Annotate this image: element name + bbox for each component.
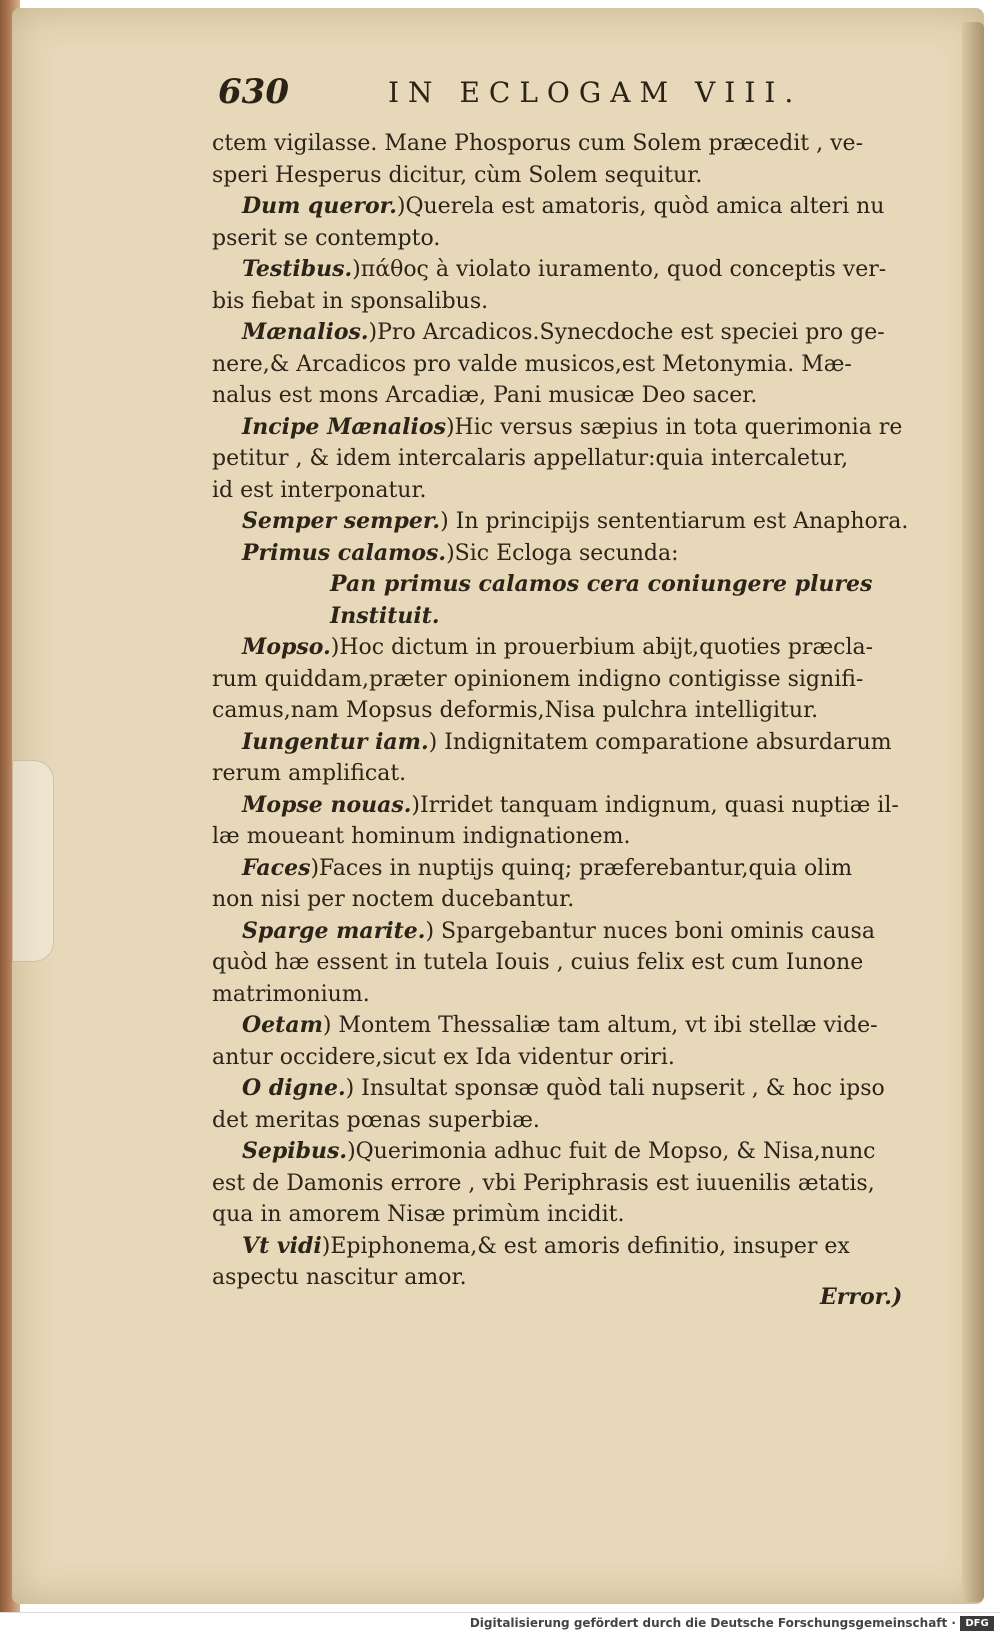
text-line [212,317,932,349]
line-text: )πάθος à violato iuramento, quod conceptis ver- [352,257,887,282]
text-line [212,695,932,727]
line-text: )Irridet tanquam indignum, quasi nuptiæ il- [411,792,899,818]
lemma: Dum queror. [242,193,397,219]
text-line [212,1073,932,1105]
text-line [212,1105,932,1137]
line-text: )Epiphonema,& est amoris definitio, insuper ex [321,1233,850,1259]
text-line [212,601,932,633]
dfg-logo: DFG [960,1616,994,1631]
text-line [212,947,932,979]
text-line [212,569,932,601]
line-text: det meritas pœnas superbiæ. [212,1107,540,1133]
page-number: 630 [218,72,289,112]
text-line [212,223,932,255]
line-text: )Sic Ecloga secunda: [446,540,679,566]
text-line [212,664,932,696]
lemma: Testibus. [242,256,353,282]
digitization-footer [0,1612,1000,1635]
text-line [212,380,932,412]
text-line [212,475,932,507]
text-line [212,254,932,286]
lemma: Vt vidi [242,1232,322,1259]
text-line [212,349,932,381]
text-line [212,979,932,1011]
line-text: antur occidere,sicut ex Ida videntur oriri. [212,1044,675,1070]
text-line [212,1231,932,1263]
line-text: )Hic versus sæpius in tota querimonia re [445,414,903,440]
line-text: non nisi per noctem ducebantur. [212,887,575,912]
line-text: est de Damonis errore , vbi Periphrasis est iuuenilis ætatis, [212,1170,875,1196]
line-text: nalus est mons Arcadiæ, Pani musicæ Deo sacer. [212,383,758,408]
page-edge [962,22,984,1602]
line-text: ) Montem Thessaliæ tam altum, vt ibi stellæ vide- [322,1013,878,1038]
lemma: Primus calamos. [242,539,447,566]
text-line [212,916,932,948]
commentary-text [212,128,932,1294]
line-text: )Querela est amatoris, quòd amica alteri nu [396,194,885,219]
text-line [212,853,932,885]
lemma: Mopso. [242,634,331,660]
line-text: petitur , & idem intercalaris appellatur:quia intercaletur, [212,446,849,471]
text-line [212,538,932,570]
lemma: Sepibus. [242,1138,348,1164]
lemma: Semper semper. [242,508,441,534]
lemma: Pan primus calamos cera coniungere plures [330,571,873,597]
text-line [212,412,932,444]
text-line [212,758,932,790]
text-line [212,884,932,916]
line-text: ) Spargebantur nuces boni ominis causa [425,918,875,944]
text-line [212,506,932,538]
line-text: rerum amplificat. [212,761,407,786]
text-line [212,790,932,822]
bookmark-tab [12,760,54,962]
line-text: nere,& Arcadicos pro valde musicos,est Metonymia. Mæ- [212,351,852,377]
line-text: pserit se contempto. [212,225,441,251]
line-text: quòd hæ essent in tutela Iouis , cuius felix est cum Iunone [212,950,864,975]
lemma: Mopse nouas. [242,791,412,818]
line-text: )Hoc dictum in prouerbium abijt,quoties præcla- [330,635,874,660]
line-text: ) Indignitatem comparatione absurdarum [428,729,892,755]
text-line [212,1042,932,1074]
text-line [212,727,932,759]
catchword: Error.) [820,1284,903,1310]
line-text: ) Insultat sponsæ quòd tali nupserit , & hoc ipso [345,1076,885,1101]
lemma: Mænalios. [242,319,369,345]
text-line [212,1010,932,1042]
text-line [212,128,932,160]
lemma: Incipe Mænalios [242,413,446,440]
page-header [218,72,858,112]
lemma: Faces [242,854,311,881]
line-text: læ moueant hominum indignationem. [212,824,631,849]
line-text: )Pro Arcadicos.Synecdoche est speciei pro ge- [368,320,885,345]
line-text: aspectu nascitur amor. [212,1265,467,1290]
lemma: Iungentur iam. [242,728,429,755]
line-text: matrimonium. [212,981,370,1007]
text-line [212,821,932,853]
text-line [212,286,932,318]
line-text: ) In principijs sententiarum est Anaphora. [440,509,909,534]
lemma: Sparge marite. [242,917,426,944]
text-line [212,1199,932,1231]
line-text: speri Hesperus dicitur, cùm Solem sequitur. [212,162,703,188]
line-text: )Faces in nuptijs quinq; præferebantur,quia olim [310,855,853,881]
text-line [212,1168,932,1200]
text-line [212,632,932,664]
text-line [212,443,932,475]
lemma: O digne. [242,1075,346,1101]
line-text: rum quiddam,præter opinionem indigno contigisse signifi- [212,666,864,692]
running-title: IN ECLOGAM VIII. [388,76,803,109]
text-line [212,1136,932,1168]
lemma: Instituit. [330,602,440,629]
line-text: bis fiebat in sponsalibus. [212,288,489,314]
text-line [212,191,932,223]
line-text: camus,nam Mopsus deformis,Nisa pulchra intelligitur. [212,698,819,723]
line-text: )Querimonia adhuc fuit de Mopso, & Nisa,nunc [347,1139,876,1164]
text-line [212,160,932,192]
line-text: qua in amorem Nisæ primùm incidit. [212,1202,625,1227]
line-text: id est interponatur. [212,477,427,503]
lemma: Oetam [242,1012,323,1038]
line-text: ctem vigilasse. Mane Phosporus cum Solem præcedit , ve- [212,131,863,156]
funding-credit: Digitalisierung gefördert durch die Deutsche Forschungsgemeinschaft · [469,1616,956,1630]
